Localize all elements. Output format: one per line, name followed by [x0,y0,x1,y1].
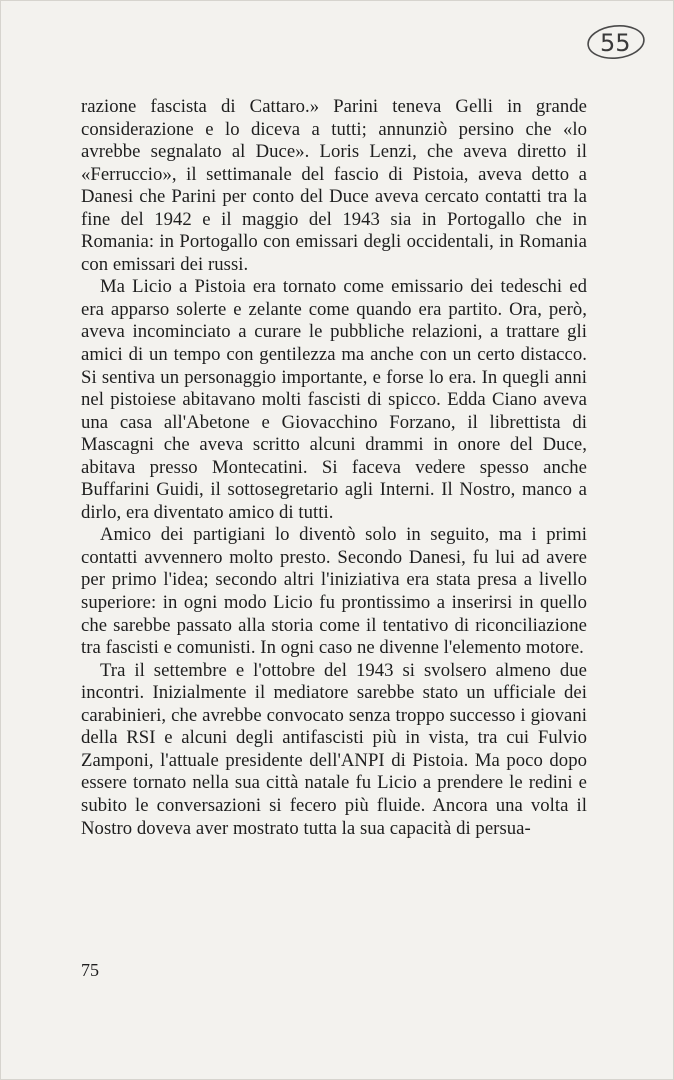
paragraph-4: Tra il settembre e l'ottobre del 1943 si svolsero almeno due incontri. Inizialmente il mediatore sarebbe stato un ufficiale dei carabinieri, che avrebbe convocato senza troppo successo i giovani della RSI e alcuni degli antifascisti più in vista, tra cui Fulvio Zamponi, l'attuale presidente dell'ANPI di Pistoia. Ma poco dopo essere tornato nella sua città natale fu Licio a prendere le redini e subito le conversazioni si fecero più fluide. Ancora una volta il Nostro doveva aver mostrato tutta la sua capacità di persua- [81,659,587,839]
handwritten-page-number-text: 55 [600,29,631,57]
paragraph-1: razione fascista di Cattaro.» Parini teneva Gelli in grande considerazione e lo diceva a tutti; annunziò persino che «lo avrebbe segnalato al Duce». Loris Lenzi, che aveva diretto il «Ferruccio», il settimanale del fascio di Pistoia, aveva detto a Danesi che Parini per conto del Duce aveva cercato contatti tra la fine del 1942 e il maggio del 1943 sia in Portogallo che in Romania: in Portogallo con emissari degli occidentali, in Romania con emissari dei russi. [81,96,587,275]
handwritten-page-number [584,22,648,62]
body-text [81,96,587,840]
handwritten-circle-mark [584,22,648,62]
paragraph-3: Amico dei partigiani lo diventò solo in seguito, ma i primi contatti avvennero molto presto. Secondo Danesi, fu lui ad avere per primo l'idea; secondo altri l'iniziativa era stata presa a livello superiore: in ogni modo Licio fu prontissimo a inserirsi in quello che sarebbe passato alla storia come il tentativo di riconciliazione tra fascisti e comunisti. In ogni caso ne divenne l'elemento motore. [81,524,587,659]
paragraph-2: Ma Licio a Pistoia era tornato come emissario dei tedeschi ed era apparso solerte e zelante come quando era partito. Ora, però, aveva incominciato a curare le pubbliche relazioni, a trattare gli amici di un tempo con gentilezza ma anche con un certo distacco. Si sentiva un personaggio importante, e forse lo era. In quegli anni nel pistoiese abitavano molti fascisti di spicco. Edda Ciano aveva una casa all'Abetone e Giovacchino Forzano, il librettista di Mascagni che aveva scritto alcuni drammi in onore del Duce, abitava presso Montecatini. Si faceva vedere spesso anche Buffarini Guidi, il sottosegretario agli Interni. Il Nostro, manco a dirlo, era diventato amico di tutti. [81,276,587,523]
page-folio-number: 75 [81,960,99,980]
